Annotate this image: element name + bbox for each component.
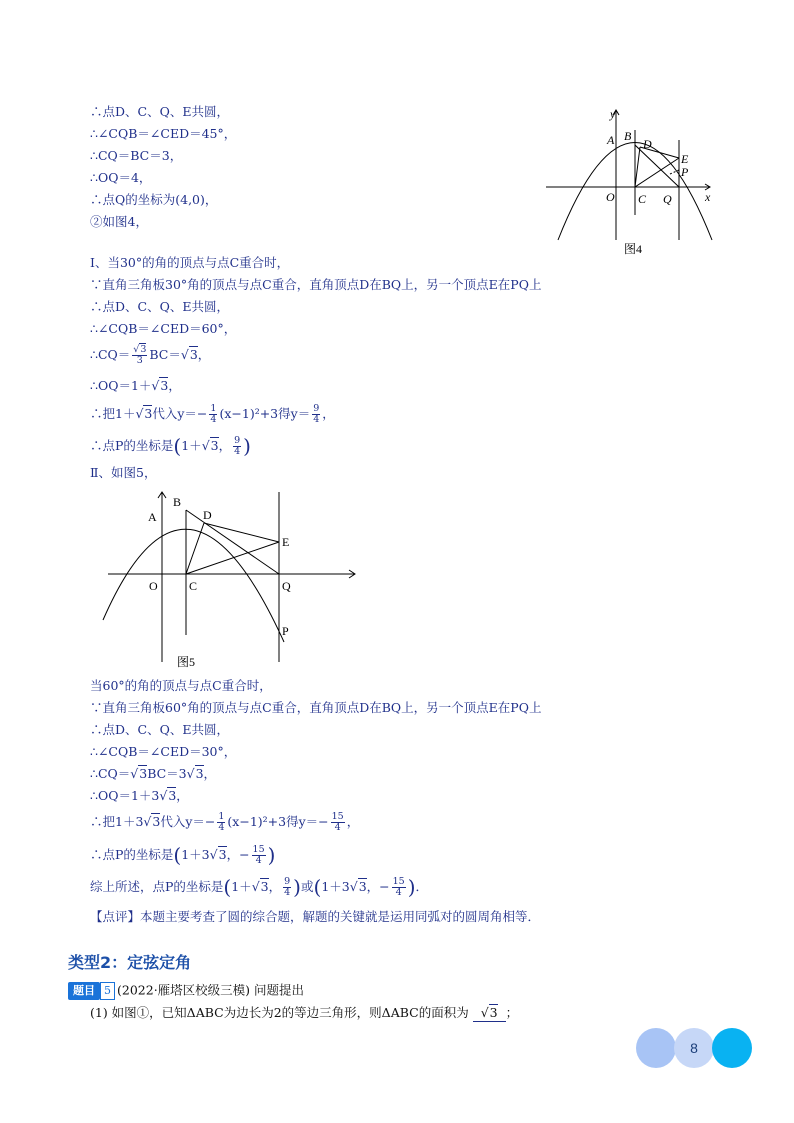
page-circle-left	[636, 1028, 676, 1068]
fig5-label-c: C	[189, 579, 198, 593]
line-14: ∴点P的坐标是(1＋√3， $\frac{9}{4}$ )	[90, 434, 251, 458]
line-13: ∴把1＋√3代入y＝− $\frac{1}{4}$ (x−1)²+3得y＝ $\frac{9}{4}$ ，	[90, 403, 335, 425]
line-20: ∴CQ＝√3BC＝3√3，	[90, 766, 217, 781]
section-heading: 类型2：定弦定角	[68, 953, 192, 972]
page-number: 8	[690, 1040, 698, 1056]
fig5-label-o: O	[149, 579, 158, 593]
question-text: (1) 如图①，已知ΔABC为边长为2的等边三角形，则ΔABC的面积为 √3 ；	[90, 1005, 519, 1020]
line-4: ∴OQ＝4，	[90, 170, 152, 185]
fig4-label-a: A	[607, 133, 615, 147]
line-2: ∴∠CQB＝∠CED＝45°，	[90, 126, 237, 141]
question-source: (2022·雁塔区校级三模) 问题提出	[117, 982, 305, 998]
figure-5	[100, 490, 360, 675]
fig4-label-p: P	[681, 165, 689, 179]
line-12: ∴OQ＝1＋√3，	[90, 378, 181, 393]
page-circle-right	[712, 1028, 752, 1068]
fig4-label-x: x	[705, 190, 711, 204]
fig4-label-b: B	[624, 129, 632, 143]
fig4-label-y: y	[610, 107, 616, 121]
line-23: ∴点P的坐标是(1＋3√3，− $\frac{15}{4}$ )	[90, 843, 276, 867]
question-number: 5	[100, 982, 115, 1000]
line-21: ∴OQ＝1＋3√3，	[90, 788, 189, 803]
fig4-label-q: Q	[663, 192, 672, 206]
line-25: 【点评】本题主要考查了圆的综合题，解题的关键就是运用同弧对的圆周角相等．	[90, 909, 541, 924]
line-11: ∴CQ＝ $\frac{√3}{3}$ BC＝√3，	[90, 344, 211, 366]
line-9: ∴点D、C、Q、E共圆，	[90, 299, 229, 314]
line-7: Ⅰ、当30°的角的顶点与点C重合时，	[90, 255, 290, 270]
line-24: 综上所述，点P的坐标是(1＋√3， $\frac{9}{4}$ )或(1＋3√3，− $\frac{15}{4}$ )．	[90, 875, 429, 899]
fig5-label-b: B	[173, 495, 182, 509]
line-8: ∵直角三角板30°角的顶点与点C重合，直角顶点D在BQ上，另一个顶点E在PQ上	[90, 277, 542, 292]
fig5-label-p: P	[282, 624, 289, 638]
question-badge: 题目	[68, 982, 100, 1000]
line-5: ∴点Q的坐标为(4,0)，	[90, 192, 218, 207]
fig4-label-d: D	[643, 137, 652, 151]
fig4-label-c: C	[638, 192, 647, 206]
question-header	[68, 982, 304, 1000]
fig4-caption: 图4	[624, 242, 643, 256]
line-16: 当60°的角的顶点与点C重合时，	[90, 678, 272, 693]
line-15: Ⅱ、如图5，	[90, 465, 157, 480]
fig5-label-q: Q	[282, 579, 291, 593]
answer-blank: √3	[473, 1005, 506, 1022]
line-19: ∴∠CQB＝∠CED＝30°，	[90, 744, 237, 759]
figure-4	[540, 100, 720, 260]
page-circle-middle	[674, 1028, 714, 1068]
fig5-label-d: D	[203, 508, 212, 522]
fig4-label-o: O	[606, 190, 615, 204]
line-17: ∵直角三角板60°角的顶点与点C重合，直角顶点D在BQ上，另一个顶点E在PQ上	[90, 700, 542, 715]
fig4-label-e: E	[681, 152, 689, 166]
line-3: ∴CQ＝BC＝3，	[90, 148, 183, 163]
line-22: ∴把1＋3√3代入y＝− $\frac{1}{4}$ (x−1)²+3得y＝− $\frac{15}{4}$ ，	[90, 811, 360, 833]
line-6: ②如图4，	[90, 214, 148, 229]
fig5-label-a: A	[148, 510, 157, 524]
fig5-label-e: E	[282, 535, 290, 549]
line-1: ∴点D、C、Q、E共圆，	[90, 104, 229, 119]
line-18: ∴点D、C、Q、E共圆，	[90, 722, 229, 737]
line-10: ∴∠CQB＝∠CED＝60°，	[90, 321, 237, 336]
fig5-caption: 图5	[177, 655, 196, 669]
